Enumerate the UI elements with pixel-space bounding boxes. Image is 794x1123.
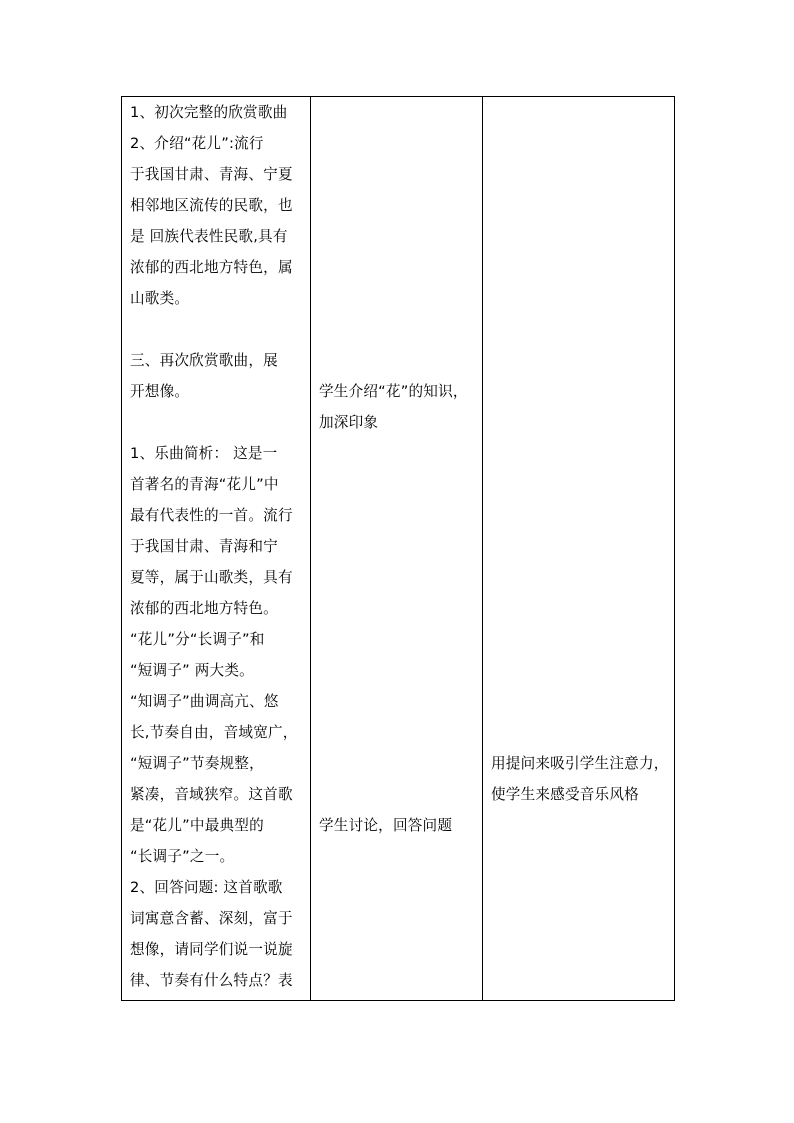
text-line: 浓郁的西北地方特色，属: [130, 259, 293, 276]
teaching-content-text: [122, 97, 310, 1000]
text-line: “短调子”节奏规整，: [130, 755, 264, 772]
text-line: 学生讨论，回答问题: [319, 817, 453, 834]
text-line: 律、节奏有什么特点？表: [130, 972, 293, 989]
teaching-content-cell: [122, 97, 311, 1001]
text-line: 最有代表性的一首。流行: [130, 507, 293, 524]
text-line: 首著名的青海“花儿”中: [130, 476, 279, 493]
table-row: [122, 97, 675, 1001]
text-line: 长,节奏自由，音域宽广，: [130, 724, 298, 741]
text-line: 浓郁的西北地方特色。: [130, 600, 278, 617]
text-line: 紧凑，音域狭窄。这首歌: [130, 786, 293, 803]
design-intent-cell: [483, 97, 675, 1001]
text-line: 1、乐曲简析： 这是一: [130, 445, 278, 462]
text-line: 2、介绍“花儿”:流行: [130, 135, 264, 152]
text-line: “短调子” 两大类。: [130, 662, 254, 679]
text-line: 山歌类。: [130, 290, 190, 307]
lesson-plan-table: [121, 96, 675, 1001]
text-line: 想像，请同学们说一说旋: [130, 941, 293, 958]
design-intent-text: [483, 97, 674, 1000]
text-line: 用提问来吸引学生注意力，: [491, 755, 669, 772]
text-line: 是“花儿”中最典型的: [130, 817, 264, 834]
text-line: “知调子”曲调高亢、悠: [130, 693, 279, 710]
text-line: 1、初次完整的欣赏歌曲: [130, 104, 288, 121]
text-line: 开想像。: [130, 383, 190, 400]
text-line: “花儿”分“长调子”和: [130, 631, 265, 648]
text-line: 相邻地区流传的民歌，也: [130, 197, 293, 214]
text-line: 使学生来感受音乐风格: [491, 786, 639, 803]
text-line: 三、再次欣赏歌曲，展: [130, 352, 278, 369]
text-line: 夏等，属于山歌类，具有: [130, 569, 293, 586]
student-activity-text: [311, 97, 482, 1000]
text-line: 是 回族代表性民歌,具有: [130, 228, 288, 245]
text-line: 加深印象: [319, 414, 379, 431]
text-line: 于我国甘肃、青海和宁: [130, 538, 278, 555]
text-line: 于我国甘肃、青海、宁夏: [130, 166, 293, 183]
text-line: 2、回答问题: 这首歌歌: [130, 879, 283, 896]
text-line: 学生介绍“花”的知识，: [319, 383, 468, 400]
text-line: “长调子”之一。: [130, 848, 235, 865]
student-activity-cell: [311, 97, 483, 1001]
text-line: 词寓意含蓄、深刻，富于: [130, 910, 293, 927]
